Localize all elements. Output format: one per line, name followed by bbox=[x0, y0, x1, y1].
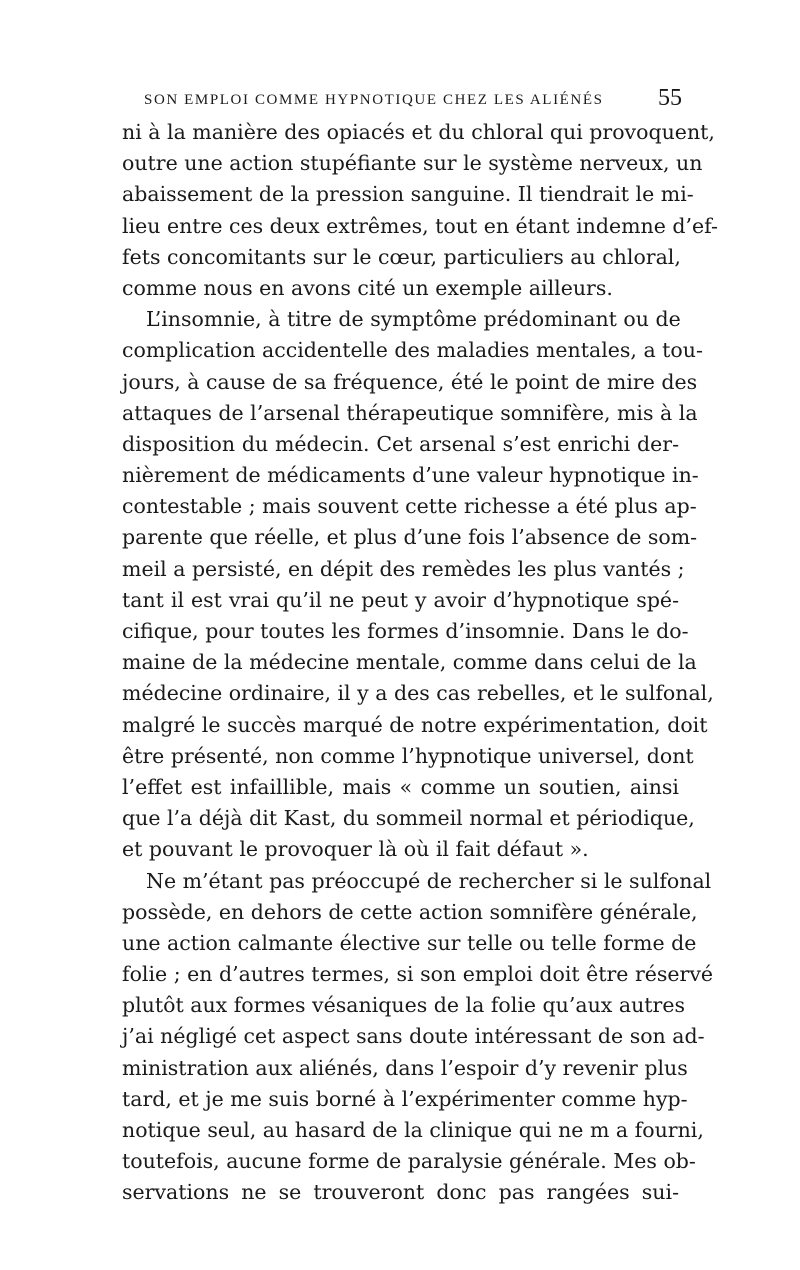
running-title: SON EMPLOI COMME HYPNOTIQUE CHEZ LES ALIÉNÉS bbox=[144, 92, 604, 108]
text-line: cifique, pour toutes les formes d’insomnie. Dans le do- bbox=[122, 619, 689, 643]
text-line: ministration aux aliénés, dans l’espoir d’y revenir plus bbox=[122, 1055, 688, 1080]
text-line: complication accidentelle des maladies mentales, a tou- bbox=[122, 338, 703, 363]
text-line: jours, à cause de sa fréquence, été le point de mire des bbox=[122, 369, 698, 394]
text-line: parente que réelle, et plus d’une fois l’absence de som- bbox=[122, 525, 698, 550]
text-line: malgré le succès marqué de notre expérimentation, doit bbox=[122, 712, 708, 737]
text-line: fets concomitants sur le cœur, particuliers au chloral, bbox=[122, 244, 681, 269]
page-number: 55 bbox=[658, 85, 682, 111]
text-line: j’ai négligé cet aspect sans doute intéressant de son ad- bbox=[122, 1024, 705, 1049]
text-line: attaques de l’arsenal thérapeutique somnifère, mis à la bbox=[122, 400, 698, 425]
running-head bbox=[122, 85, 682, 120]
text-line: être présenté, non comme l’hypnotique universel, dont bbox=[122, 743, 694, 768]
text-line: meil a persisté, en dépit des remèdes les plus vantés ; bbox=[122, 556, 685, 581]
text-line: abaissement de la pression sanguine. Il tiendrait le mi- bbox=[122, 182, 694, 207]
text-line: et pouvant le provoquer là où il fait défaut ». bbox=[122, 837, 589, 862]
text-line: l’effet est infaillible, mais « comme un soutien, ainsi bbox=[122, 774, 679, 799]
text-line: une action calmante élective sur telle ou telle forme de bbox=[122, 930, 697, 955]
text-line: que l’a déjà dit Kast, du sommeil normal et périodique, bbox=[122, 806, 695, 831]
text-line: contestable ; mais souvent cette richesse a été plus ap- bbox=[122, 494, 697, 519]
text-line: nièrement de médicaments d’une valeur hypnotique in- bbox=[122, 463, 699, 488]
text-line: tard, et je me suis borné à l’expérimenter comme hyp- bbox=[122, 1086, 688, 1111]
text-line: servations ne se trouveront donc pas rangées sui- bbox=[122, 1180, 679, 1205]
text-line: folie ; en d’autres termes, si son emploi doit être réservé bbox=[122, 962, 714, 987]
paragraph-first-line: Ne m’étant pas préoccupé de rechercher si le sulfonal bbox=[146, 868, 712, 893]
text-line: toutefois, aucune forme de paralysie générale. Mes ob- bbox=[122, 1149, 696, 1174]
text-line: tant il est vrai qu’il ne peut y avoir d’hypnotique spé- bbox=[122, 587, 679, 612]
body-text bbox=[122, 117, 718, 1209]
text-line: plutôt aux formes vésaniques de la folie qu’aux autres bbox=[122, 993, 685, 1018]
text-line: médecine ordinaire, il y a des cas rebelles, et le sulfonal, bbox=[122, 681, 714, 706]
text-line: maine de la médecine mentale, comme dans celui de la bbox=[122, 650, 697, 675]
text-line: outre une action stupéfiante sur le système nerveux, un bbox=[122, 151, 703, 176]
text-line: lieu entre ces deux extrêmes, tout en étant indemne d’ef- bbox=[122, 213, 718, 238]
text-line: comme nous en avons cité un exemple ailleurs. bbox=[122, 275, 613, 300]
text-line: ni à la manière des opiacés et du chloral qui provoquent, bbox=[122, 120, 715, 144]
text-line: possède, en dehors de cette action somnifère générale, bbox=[122, 899, 698, 924]
text-line: notique seul, au hasard de la clinique qui ne m a fourni, bbox=[122, 1118, 704, 1142]
text-line: disposition du médecin. Cet arsenal s’est enrichi der- bbox=[122, 431, 679, 456]
paragraph-first-line: L’insomnie, à titre de symptôme prédominant ou de bbox=[146, 307, 681, 332]
